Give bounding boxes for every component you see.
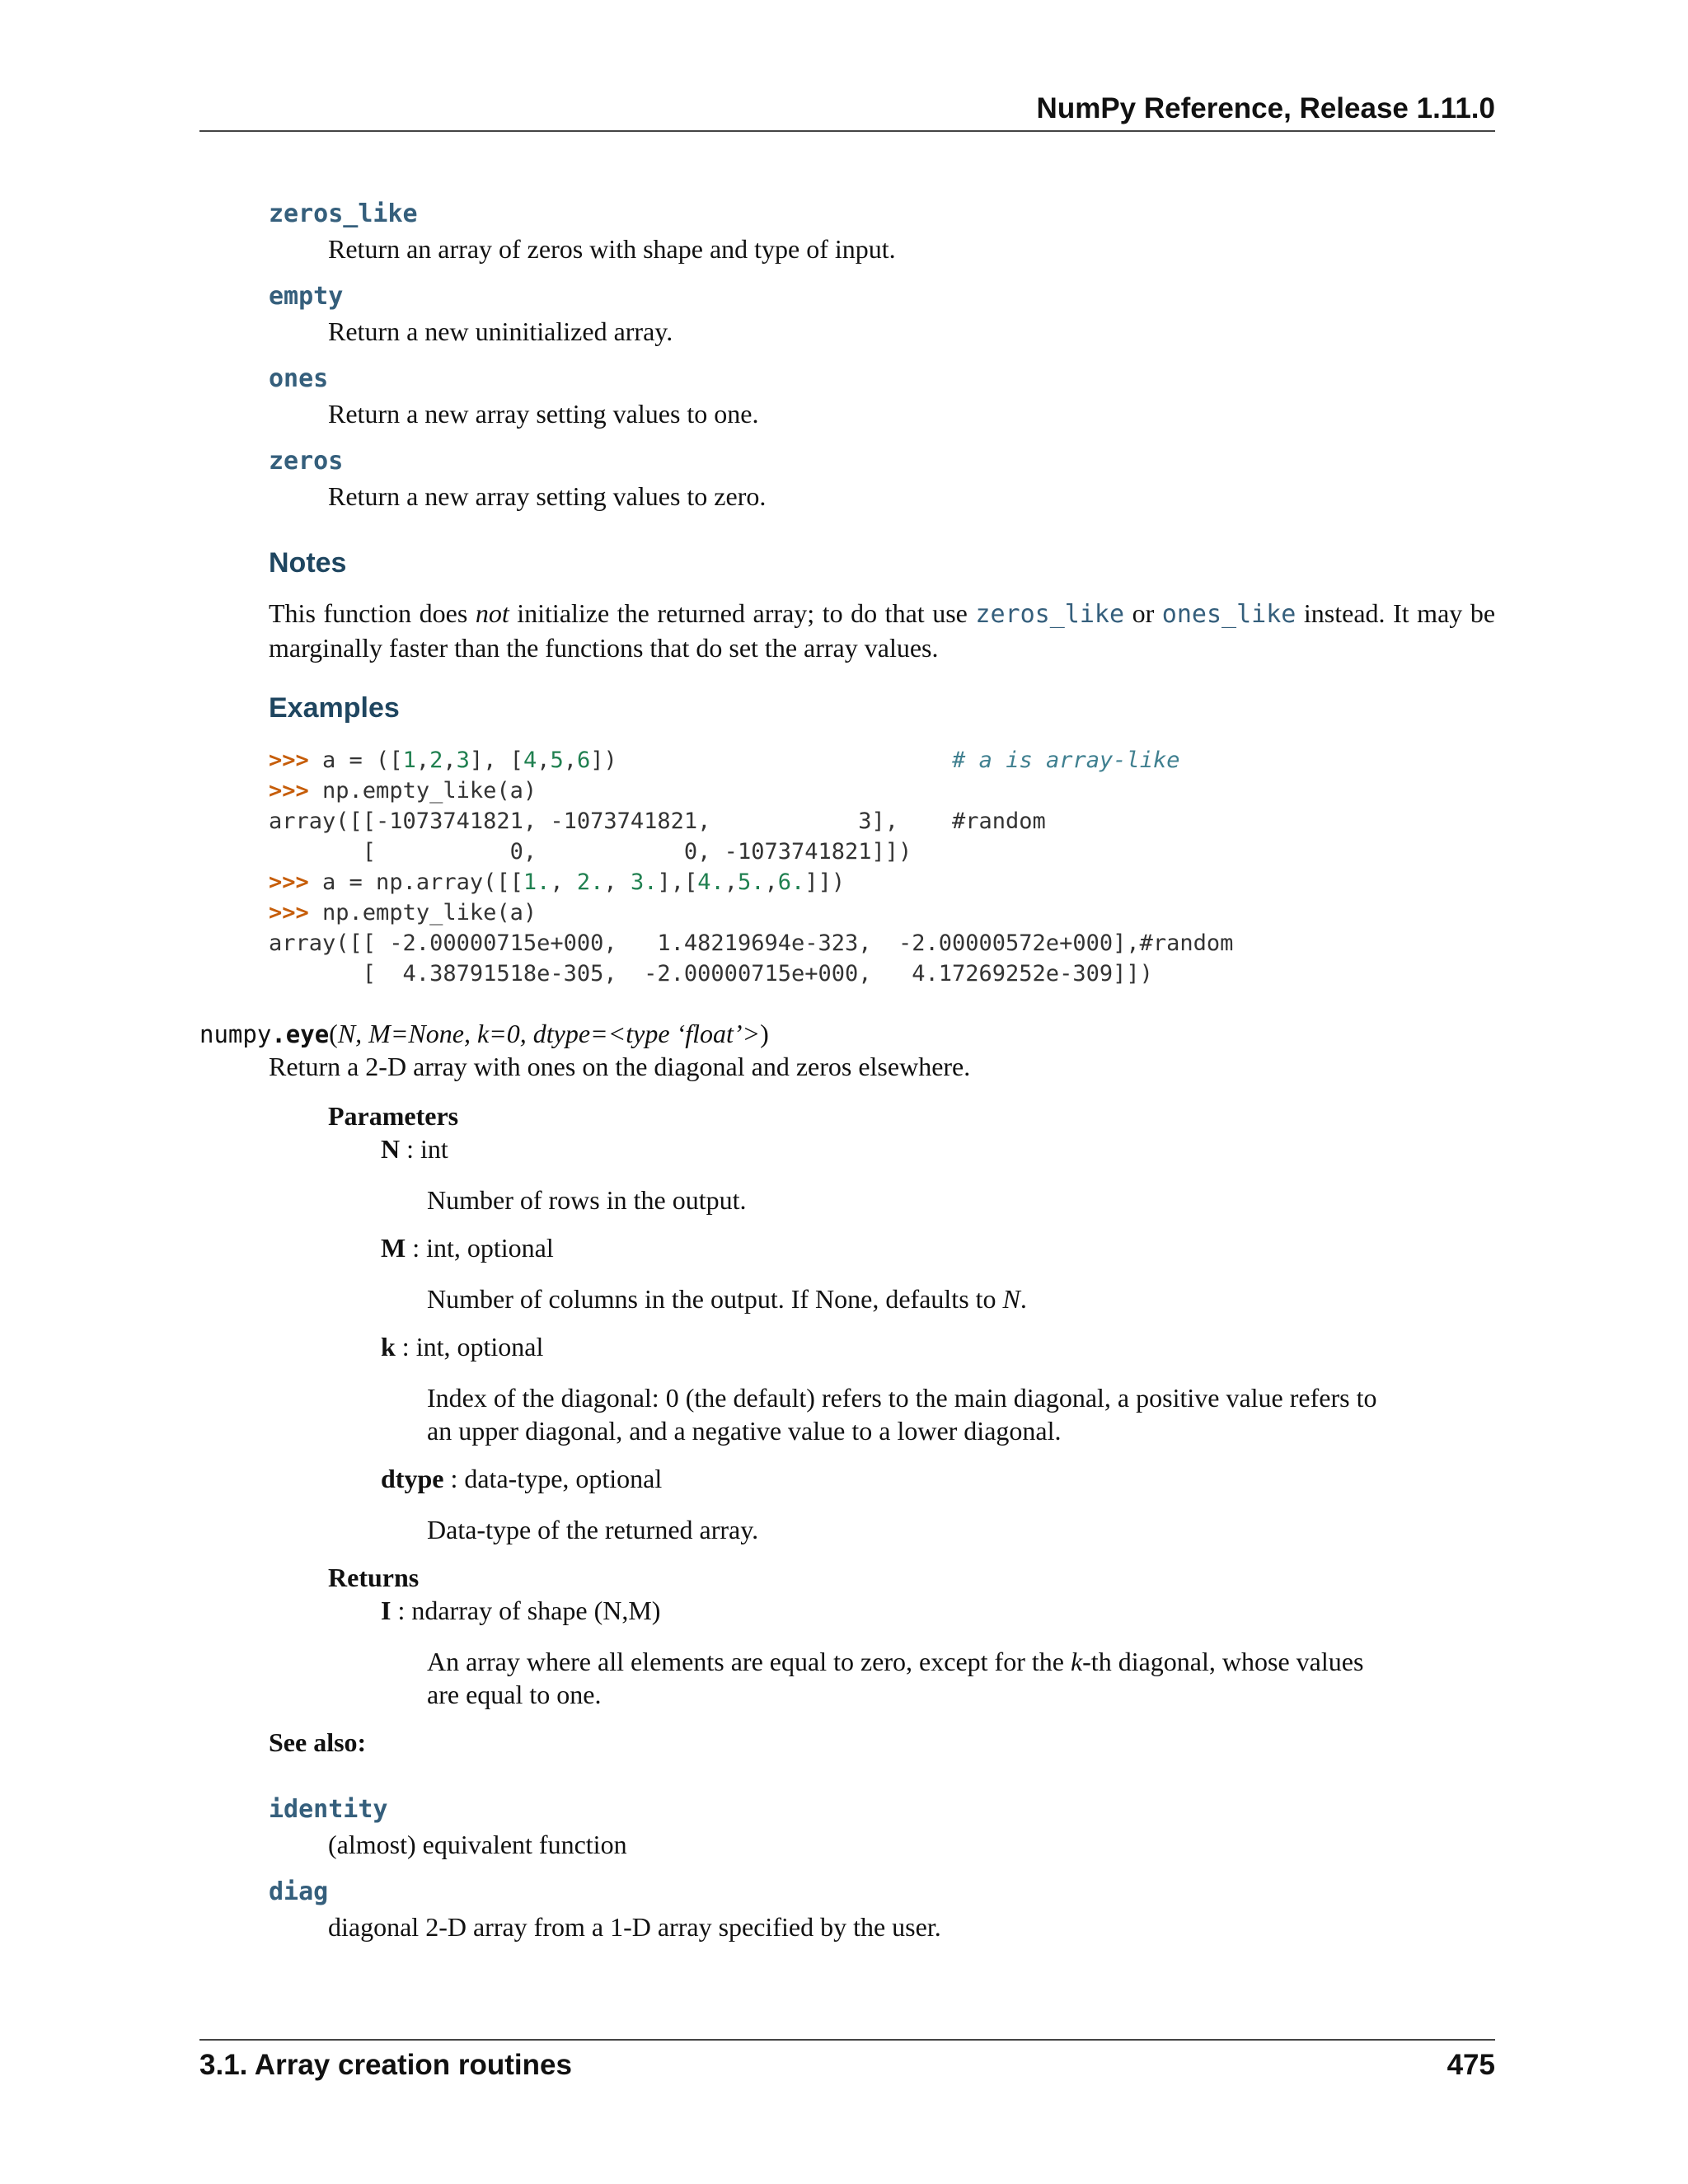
param-name: k: [381, 1332, 396, 1361]
notes-link-ones-like[interactable]: ones_like: [1161, 600, 1296, 629]
footer-section-title: 3.1. Array creation routines: [199, 2049, 572, 2081]
notes-heading: Notes: [269, 547, 347, 579]
notes-text: initialize the returned array; to do that use: [509, 598, 976, 628]
param-desc-text: .: [1020, 1284, 1027, 1314]
param-dtype: [381, 1464, 662, 1494]
param-type: : data-type, optional: [443, 1464, 663, 1493]
return-i: [381, 1596, 660, 1626]
signature-module: numpy: [199, 1020, 272, 1048]
notes-paragraph: [269, 597, 1495, 664]
see-also-link-diag[interactable]: diag: [269, 1877, 329, 1906]
signature-paren-open: (: [329, 1019, 338, 1048]
return-desc-text: -th diagonal, whose values are equal to one.: [427, 1647, 1364, 1709]
examples-heading: Examples: [269, 692, 400, 724]
see-also-label: See also:: [269, 1727, 367, 1757]
param-name: N: [381, 1134, 401, 1164]
return-desc: [427, 1645, 1391, 1711]
signature-function-name: .eye: [271, 1020, 330, 1048]
see-also-link-ones[interactable]: ones: [269, 364, 329, 393]
see-also-desc: (almost) equivalent function: [328, 1830, 627, 1859]
param-name: dtype: [381, 1464, 444, 1493]
running-footer: [199, 2039, 1495, 2090]
signature-parameters: N, M=None, k=0, dtype=<type ‘float’>: [337, 1019, 761, 1048]
notes-text: This function does: [269, 598, 476, 628]
notes-link-zeros-like[interactable]: zeros_like: [975, 600, 1125, 629]
see-also-link-empty[interactable]: empty: [269, 282, 344, 311]
return-type: : ndarray of shape (N,M): [391, 1596, 661, 1625]
eye-function-signature: [199, 1019, 769, 1049]
see-also-desc: Return an array of zeros with shape and type of input.: [328, 234, 896, 264]
header-title: NumPy Reference, Release 1.11.0: [1036, 92, 1495, 124]
notes-text: or: [1124, 598, 1162, 628]
param-desc: [427, 1282, 1391, 1315]
param-desc-emphasis: N: [1002, 1284, 1020, 1314]
param-m: [381, 1233, 554, 1263]
page-number: 475: [1447, 2049, 1495, 2081]
signature-paren-close: ): [760, 1019, 769, 1048]
see-also-desc: Return a new array setting values to zero.: [328, 481, 767, 511]
running-header: [199, 92, 1495, 132]
return-name: I: [381, 1596, 392, 1625]
param-desc-text: Number of columns in the output. If None, defaults to: [427, 1284, 1003, 1314]
notes-emphasis: not: [475, 598, 509, 628]
param-desc: Data-type of the returned array.: [427, 1515, 759, 1544]
returns-label: Returns: [328, 1563, 420, 1592]
see-also-link-zeros-like[interactable]: zeros_like: [269, 199, 418, 228]
param-desc: Number of rows in the output.: [427, 1185, 747, 1215]
param-type: : int, optional: [395, 1332, 544, 1361]
notes-text: instead. It may be marginally faster than the functions that do set the array values.: [269, 598, 1496, 663]
see-also-desc: Return a new array setting values to one.: [328, 399, 759, 429]
eye-summary: Return a 2-D array with ones on the diagonal and zeros elsewhere.: [269, 1052, 971, 1081]
parameters-label: Parameters: [328, 1101, 459, 1131]
param-n: [381, 1134, 448, 1165]
param-type: : int: [400, 1134, 448, 1164]
param-type: : int, optional: [406, 1233, 554, 1263]
return-desc-emphasis: k: [1070, 1647, 1083, 1676]
see-also-link-identity[interactable]: identity: [269, 1795, 388, 1824]
see-also-desc: Return a new uninitialized array.: [328, 316, 673, 346]
return-desc-text: An array where all elements are equal to zero, except for the: [427, 1647, 1071, 1676]
param-name: M: [381, 1233, 406, 1263]
param-desc: Index of the diagonal: 0 (the default) refers to the main diagonal, a positive value refers to an upper diagonal, and a negative value to a lower diagonal.: [427, 1383, 1377, 1446]
examples-code-block: >>> a = ([1,2,3], [4,5,6]) # a is array-like >>> np.empty_like(a) array([[-1073741821, -1073741821, 3], #random [ 0, 0, -1073741821]]) >>> a = np.array([[1., 2., 3.],[4.,5.,6.]]) >>> np.empty_like(a) array([[ -2.00000715e+000, 1.48219694e-323, -2.00000572e+000],#random [ 4.38791518e-305, -2.00000715e+000, 4.17269252e-309]]): [269, 748, 1234, 987]
param-k: [381, 1332, 543, 1362]
see-also-desc: diagonal 2-D array from a 1-D array specified by the user.: [328, 1912, 941, 1942]
see-also-link-zeros[interactable]: zeros: [269, 447, 344, 476]
